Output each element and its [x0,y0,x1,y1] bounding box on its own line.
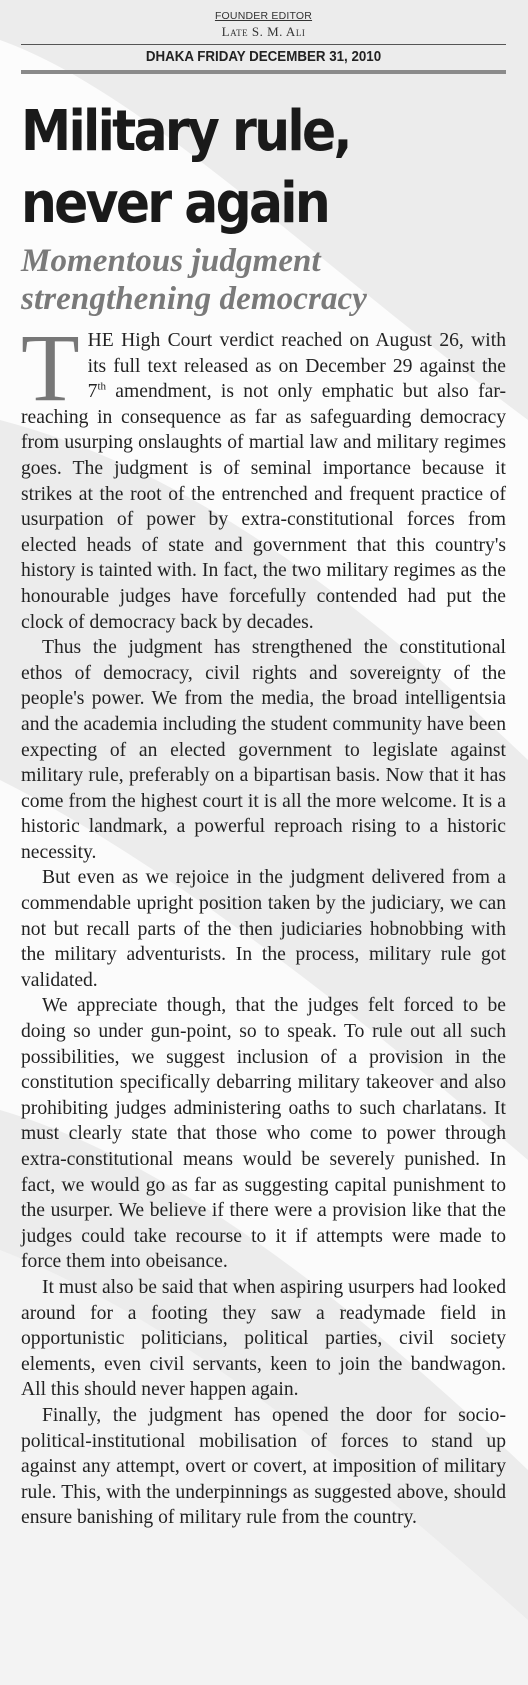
paragraph-1-text-continued: amendment, is not only emphatic but also far-reaching in consequence as far as safeguarding democracy from usurping onslaughts of martial law and military regimes goes. The judgment is of seminal importance because it strikes at the root of the entrenched and frequent practice of usurpation of power by extra-constitutional forces from elected heads of state and government that this country's history is tainted with. In fact, the two military regimes as the honourable judges have forcefully contended had put the clock of democracy back by decades. [21,381,506,633]
article-subheadline: Momentous judgment strengthening democracy [21,243,368,317]
dateline-divider [21,70,506,74]
drop-cap: T [21,314,80,421]
masthead [21,10,506,74]
founder-editor-name: Late S. M. Ali [221,24,306,39]
ordinal-suffix: th [97,380,106,393]
article-paragraph-3: But even as we rejoice in the judgment delivered from a commendable upright position taken by the judiciary, we can not but recall parts of the then judiciaries hobnobbing with the military adventurists. In the process, military rule got validated. [21,867,506,991]
article-paragraph-4: We appreciate though, that the judges felt forced to be doing so under gun-point, so to speak. To rule out all such possibilities, we suggest inclusion of a provision in the constitution specifically debarring military takeover and also prohibiting judges administering oaths to such charlatans. It must clearly state that those who come to power through extra-constitutional means would be severely punished. In fact, we would go as far as suggesting capital punishment to the usurper. We believe if there were a provision like that the judges could take recourse to it if attempts were made to force them into obeisance. [21,995,506,1273]
article-paragraph-6: Finally, the judgment has opened the door for socio-political-institutional mobilisation of forces to stand up against any attempt, overt or covert, at imposition of military rule. This, with the underpinnings as suggested above, should ensure banishing of military rule from the country. [21,1404,506,1529]
article-paragraph-1 [21,314,506,635]
dateline: DHAKA FRIDAY DECEMBER 31, 2010 [145,49,382,65]
article-body [21,314,506,1531]
paragraph-1-text: HE High Court verdict reached on August 26, with its full text released as on December 29 against the 7 [87,330,506,403]
article-headline: Military rule, never again [21,99,350,236]
article-paragraph-2: Thus the judgment has strengthened the constitutional ethos of democracy, civil rights and sovereignty of the people's power. We from the media, the broad intelligentsia and the academia including the student community have been expecting of an elected government to legislate against military rule, preferably on a bipartisan basis. Now that it has come from the highest court it is all the more welcome. It is a historic landmark, a powerful reproach rising to a historic necessity. [21,637,506,863]
founder-editor-label: FOUNDER EDITOR [214,10,313,22]
article-paragraph-5: It must also be said that when aspiring usurpers had looked around for a footing they saw a readymade field in opportunistic politicians, political parties, civil society elements, even civil servants, keen to join the bandwagon. All this should never happen again. [21,1276,506,1401]
